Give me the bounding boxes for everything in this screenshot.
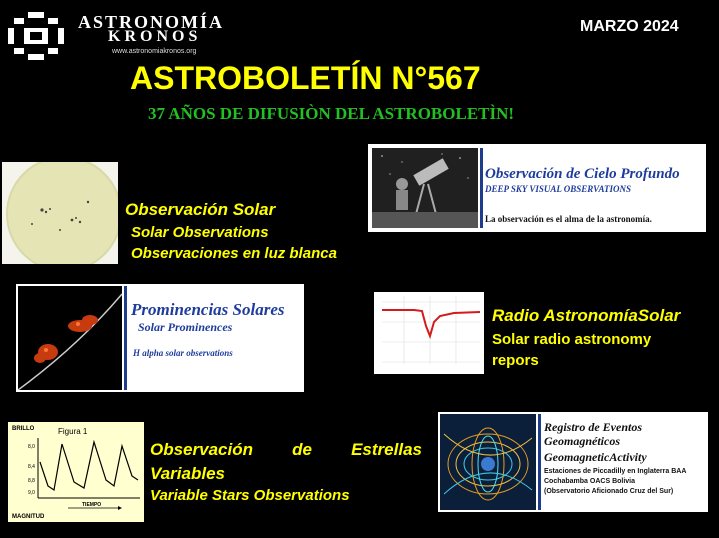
geomagnetic-title-1: Registro de Eventos [544,420,642,434]
chart-y-bottom-label: MAGNITUD [12,514,45,520]
brand-name-sub: KRONOS [108,28,202,45]
chart-tick-1: 8,0 [28,444,35,450]
variable-stars-title-word1: Observación [150,440,253,459]
brand-url: www.astronomiakronos.org [112,48,197,55]
geomagnetic-title-2: Geomagnéticos [544,434,620,448]
deep-sky-note: La observación es el alma de la astronomía. [485,214,652,224]
page-title: ASTROBOLETÍN N°567 [130,60,481,96]
brand-name: ASTRONOMÍA [78,12,225,32]
solar-prominence-image [18,286,122,390]
solar-observation-sub-en: Solar Observations [131,224,269,241]
chart-tick-4: 9,0 [28,490,35,496]
variable-stars-title-word3: Estrellas [351,440,422,459]
chart-y-top-label: BRILLO [12,426,35,432]
divider [124,286,127,390]
geomagnetic-line-1: Estaciones de Piccadilly en Inglaterra BAA [544,468,687,475]
geomagnetic-line-2: Cochabamba OACS Bolivia [544,478,636,485]
deep-sky-card [368,144,706,232]
radio-astronomy-chart [374,292,484,374]
radio-astronomy-sub1: Solar radio astronomy [492,331,652,348]
variable-stars-title-line1 [150,440,422,460]
prominences-note: H alpha solar observations [133,348,233,358]
chart-x-label: TIEMPO [82,502,102,508]
prominences-subtitle: Solar Prominences [138,320,233,334]
kronos-logo-icon [6,10,66,62]
chart-tick-3: 8,8 [28,478,35,484]
prominences-title: Prominencias Solares [131,300,285,319]
deep-sky-title: Observación de Cielo Profundo [485,166,680,182]
variable-star-chart [8,422,144,522]
chart-tick-2: 8,4 [28,464,35,470]
divider [480,148,483,228]
radio-astronomy-title: Radio AstronomíaSolar [492,306,681,325]
solar-observation-title: Observación Solar [125,200,276,219]
divider [538,414,541,510]
variable-stars-subtitle: Variable Stars Observations [150,487,350,504]
radio-astronomy-sub2: repors [492,352,539,369]
deep-sky-subtitle: DEEP SKY VISUAL OBSERVATIONS [485,184,631,194]
geomagnetic-card [438,412,708,512]
telescope-observer-image [372,148,478,228]
sun-image [2,162,118,264]
geomagnetic-line-3: (Observatorio Aficionado Cruz del Sur) [544,488,674,495]
variable-stars-title-word2: de [292,440,312,459]
chart-title: Figura 1 [58,427,88,436]
prominences-card [16,284,304,392]
solar-observation-sub-es: Observaciones en luz blanca [131,245,337,262]
geomagnetic-title-3: GeomagneticActivity [544,450,647,464]
issue-date: MARZO 2024 [580,18,679,35]
magnetosphere-image [440,414,536,510]
variable-stars-title-line2: Variables [150,464,225,483]
page-subtitle: 37 AÑOS DE DIFUSIÒN DEL ASTROBOLETÌN! [148,104,515,123]
